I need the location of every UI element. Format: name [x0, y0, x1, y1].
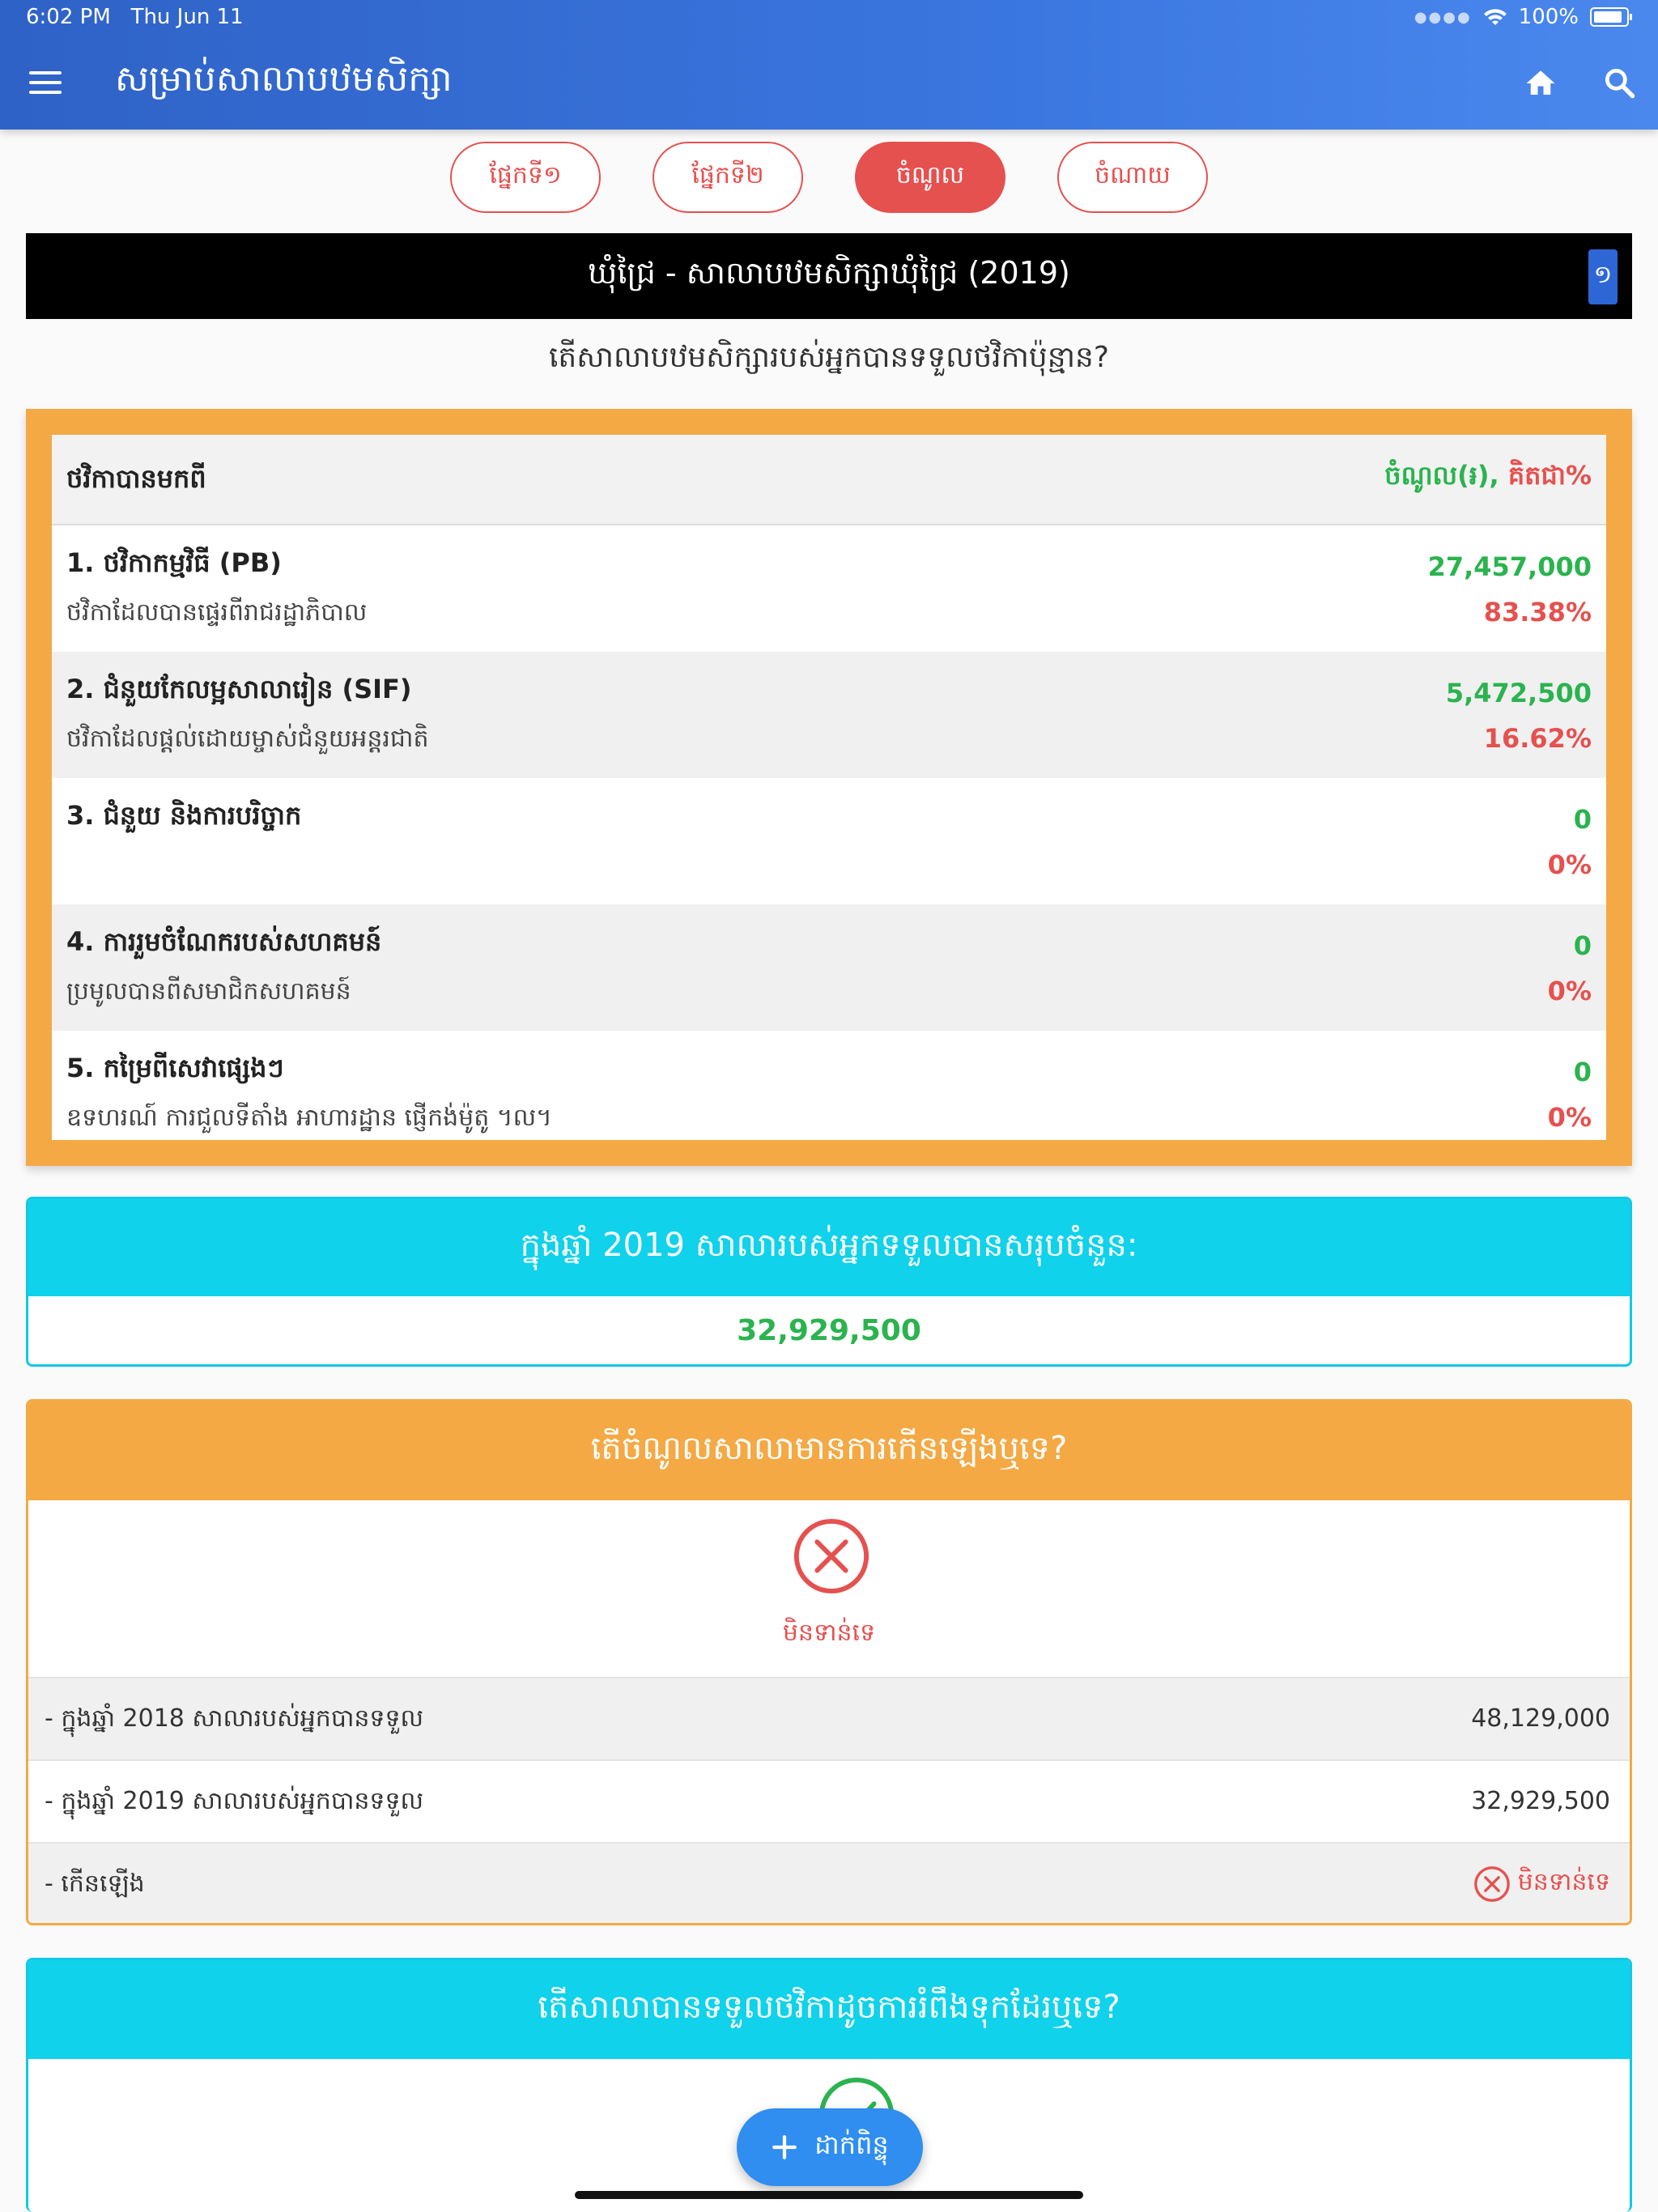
row-amount: 5,472,500: [1445, 678, 1592, 708]
app-title: សម្រាប់សាលាបឋមសិក្សា: [115, 58, 453, 100]
row-label: 2. ជំនួយកែលម្អសាលារៀន (SIF): [66, 674, 412, 704]
status-indicators: [1414, 5, 1629, 29]
growth-row-value: 32,929,500: [1471, 1787, 1610, 1815]
header-source: ថវិកាបានមកពី: [66, 463, 206, 494]
tab-part-1[interactable]: ផ្នែកទី១: [450, 142, 601, 213]
school-header: [26, 233, 1632, 319]
app-bar: [0, 0, 1658, 130]
status-date: Thu Jun 11: [130, 5, 244, 29]
header-amount-percent: [1384, 459, 1592, 497]
row-amount: 0: [1573, 804, 1592, 835]
row-amount: 27,457,000: [1427, 551, 1592, 582]
increase-status: [1473, 1865, 1610, 1904]
row-label: 1. ថវិកាកម្មវិធី (PB): [66, 547, 282, 578]
income-table: [52, 435, 1606, 1140]
header-percent: គិតជា%: [1507, 460, 1592, 491]
growth-card-title: តើចំណូលសាលាមានការកើនឡើងឬទេ?: [28, 1402, 1630, 1500]
table-row: [52, 652, 1606, 778]
not-yet-x-circle-icon: [792, 1516, 871, 1596]
table-row: [52, 525, 1606, 652]
budget-card-title: តើសាលាបានទទួលថវិកាដូចការរំពឹងទុកដែរឬទេ?: [28, 1960, 1630, 2059]
row-sub: ប្រមូលបានពីសមាជិកសហគមន៍: [66, 977, 351, 1006]
row-label: 5. កម្រៃពីសេវាផ្សេងៗ: [66, 1053, 284, 1083]
row-sub: ថវិកាដែលបានផ្ទេរពីរាជរដ្ឋាភិបាល: [66, 598, 368, 627]
table-row: [28, 1844, 1630, 1925]
row-amount: 0: [1573, 930, 1592, 961]
status-time-date: [26, 5, 244, 29]
increase-status-text: មិនទាន់ទេ: [1517, 1868, 1610, 1896]
row-percent: 0%: [1547, 849, 1592, 880]
total-income-card: [26, 1197, 1632, 1367]
row-percent: 16.62%: [1483, 723, 1592, 754]
tab-part-2[interactable]: ផ្នែកទី២: [653, 142, 803, 213]
row-percent: 83.38%: [1483, 597, 1592, 627]
table-row: [52, 1031, 1606, 1157]
status-time: 6:02 PM: [26, 5, 111, 29]
row-amount: 0: [1573, 1057, 1592, 1087]
income-table-frame: [26, 409, 1632, 1166]
search-icon[interactable]: [1601, 65, 1637, 100]
table-row: [28, 1761, 1630, 1844]
growth-status-text: មិនទាន់ទេ: [782, 1619, 876, 1647]
header-amount: ចំណូល(៛),: [1384, 460, 1508, 491]
growth-row-label: - ក្នុងឆ្នាំ 2018 សាលារបស់អ្នកបានទទួល: [45, 1704, 424, 1733]
page-badge[interactable]: ១: [1588, 249, 1618, 304]
income-table-header: [52, 435, 1606, 525]
row-percent: 0%: [1547, 1102, 1592, 1133]
tab-income[interactable]: ចំណូល: [855, 142, 1005, 213]
total-card-title: ក្នុងឆ្នាំ 2019 សាលារបស់អ្នកទទួលបានសរុបចំនួន:: [28, 1199, 1630, 1296]
battery-percent: 100%: [1518, 5, 1579, 29]
school-title: ឃុំជ្រៃ - សាលាបឋមសិក្សាឃុំជ្រៃ (2019): [588, 255, 1070, 291]
add-score-label: ដាក់ពិន្ទុ: [814, 2129, 889, 2160]
growth-status-block: [28, 1500, 1630, 1678]
table-row: [52, 778, 1606, 904]
add-score-button[interactable]: [737, 2108, 923, 2186]
table-row: [52, 904, 1606, 1031]
row-label: 4. ការរួមចំណែករបស់សហគមន៍: [66, 926, 382, 957]
row-sub: ឧទហរណ៍ ការជួលទីតាំង អាហារដ្ឋាន ផ្ញើកង់ម៉ូតូ ។ល។: [66, 1104, 552, 1132]
home-icon[interactable]: [1524, 66, 1558, 100]
income-growth-card: [26, 1399, 1632, 1925]
row-percent: 0%: [1547, 976, 1592, 1006]
tab-expense[interactable]: ចំណាយ: [1057, 142, 1208, 213]
income-question: តើសាលាបឋមសិក្សារបស់អ្នកបានទទួលថវិកាប៉ុន្មាន?: [549, 341, 1109, 374]
plus-icon: [771, 2133, 798, 2161]
signal-icon: ●●●●: [1414, 8, 1472, 26]
battery-icon: [1590, 7, 1629, 27]
total-income-value: 32,929,500: [737, 1313, 921, 1347]
growth-row-label: - ក្នុងឆ្នាំ 2019 សាលារបស់អ្នកបានទទួល: [45, 1787, 424, 1815]
increase-label: - កើនឡើង: [45, 1870, 145, 1898]
menu-icon[interactable]: [29, 71, 62, 94]
table-row: [28, 1678, 1630, 1761]
home-indicator[interactable]: [575, 2191, 1083, 2199]
growth-row-value: 48,129,000: [1471, 1704, 1610, 1733]
row-label: 3. ជំនួយ និងការបរិច្ចាក: [66, 800, 302, 831]
wifi-icon: [1483, 7, 1507, 27]
section-tabs: [0, 142, 1658, 213]
row-sub: ថវិកាដែលផ្តល់ដោយម្ចាស់ជំនួយអន្តរជាតិ: [66, 725, 429, 753]
x-circle-icon: [1473, 1865, 1511, 1904]
